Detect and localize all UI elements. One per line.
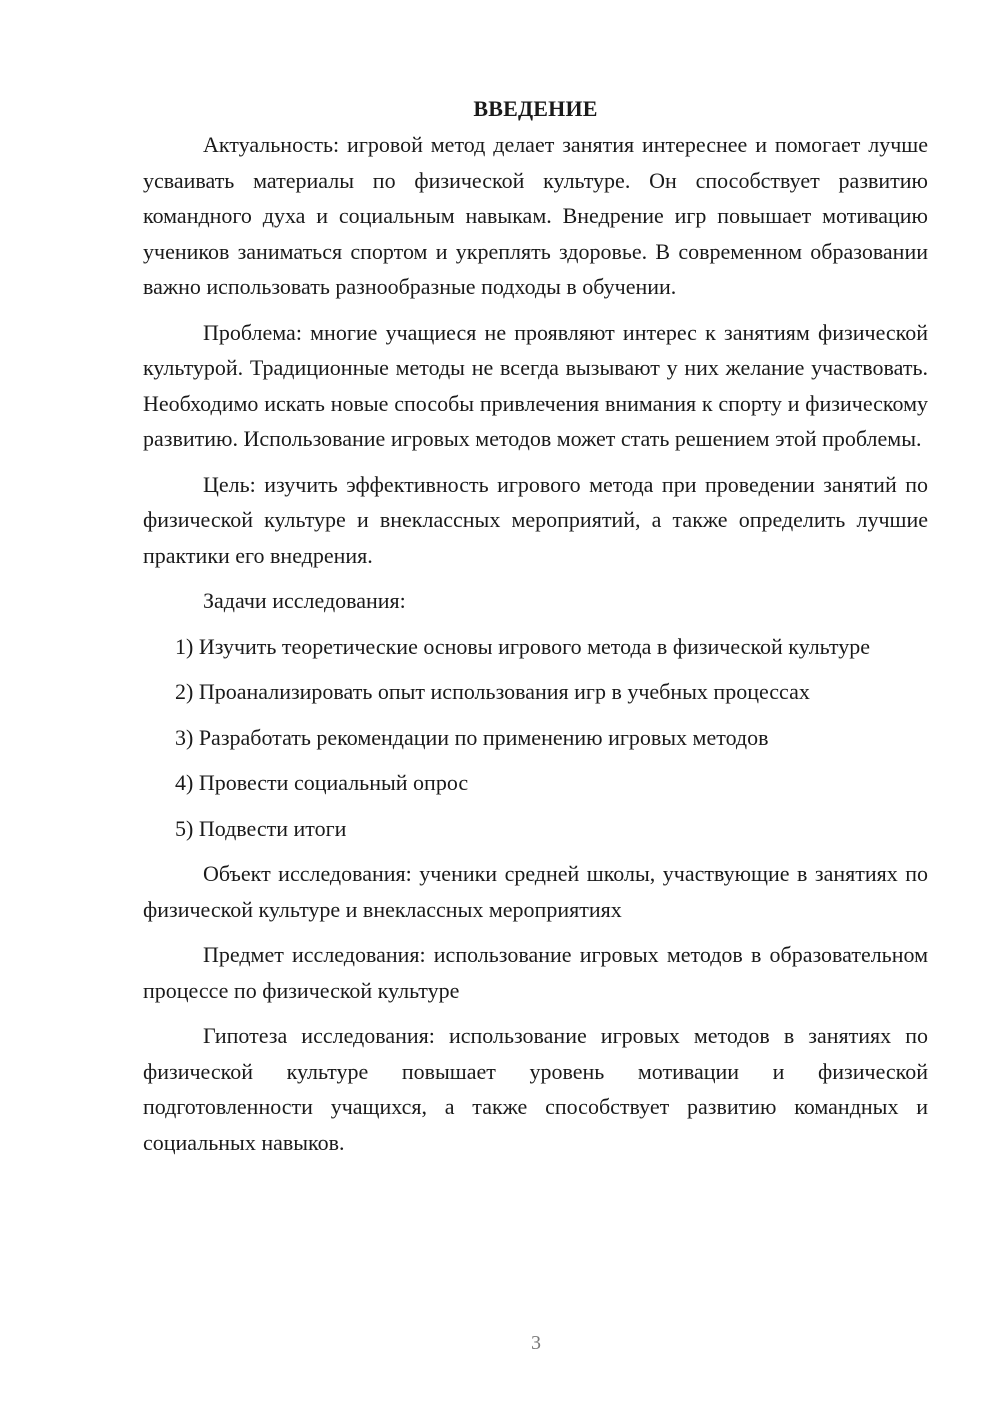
task-item-1: 1) Изучить теоретические основы игрового метода в физической культуре bbox=[175, 633, 870, 659]
paragraph-goal: Цель: изучить эффективность игрового метода при проведении занятий по физической культуре и внеклассных мероприятий, а также определить лучшие практики его внедрения. bbox=[143, 471, 928, 568]
paragraph-relevance: Актуальность: игровой метод делает занятия интереснее и помогает лучше усваивать материалы по физической культуре. Он способствует развитию командного духа и социальным навыкам. Внедрение игр повышает мотивацию учеников заниматься спортом и укреплять здоровье. В современном образовании важно использовать разнообразные подходы в обучении. bbox=[143, 132, 928, 299]
section-title: ВВЕДЕНИЕ bbox=[473, 96, 598, 121]
paragraph-object: Объект исследования: ученики средней школы, участвующие в занятиях по физической культуре и внеклассных мероприятиях bbox=[143, 861, 928, 922]
task-item-5: 5) Подвести итоги bbox=[175, 815, 347, 841]
paragraph-hypothesis: Гипотеза исследования: использование игровых методов в занятиях по физической культуре повышает уровень мотивации и физической подготовленности учащихся, а также способствует развитию командных и социальных навыков. bbox=[143, 1023, 928, 1155]
task-item-4: 4) Провести социальный опрос bbox=[175, 770, 469, 795]
paragraph-problem: Проблема: многие учащиеся не проявляют интерес к занятиям физической культурой. Традиционные методы не всегда вызывают у них желание участвовать. Необходимо искать новые способы привлечения внимания к спорту и физическому развитию. Использование игровых методов может стать решением этой проблемы. bbox=[143, 319, 928, 451]
task-item-3: 3) Разработать рекомендации по применению игровых методов bbox=[175, 724, 769, 750]
page-number: 3 bbox=[531, 1332, 541, 1354]
tasks-heading: Задачи исследования: bbox=[203, 588, 406, 613]
paragraph-subject: Предмет исследования: использование игровых методов в образовательном процессе по физической культуре bbox=[143, 942, 928, 1003]
task-item-2: 2) Проанализировать опыт использования игр в учебных процессах bbox=[175, 679, 810, 704]
